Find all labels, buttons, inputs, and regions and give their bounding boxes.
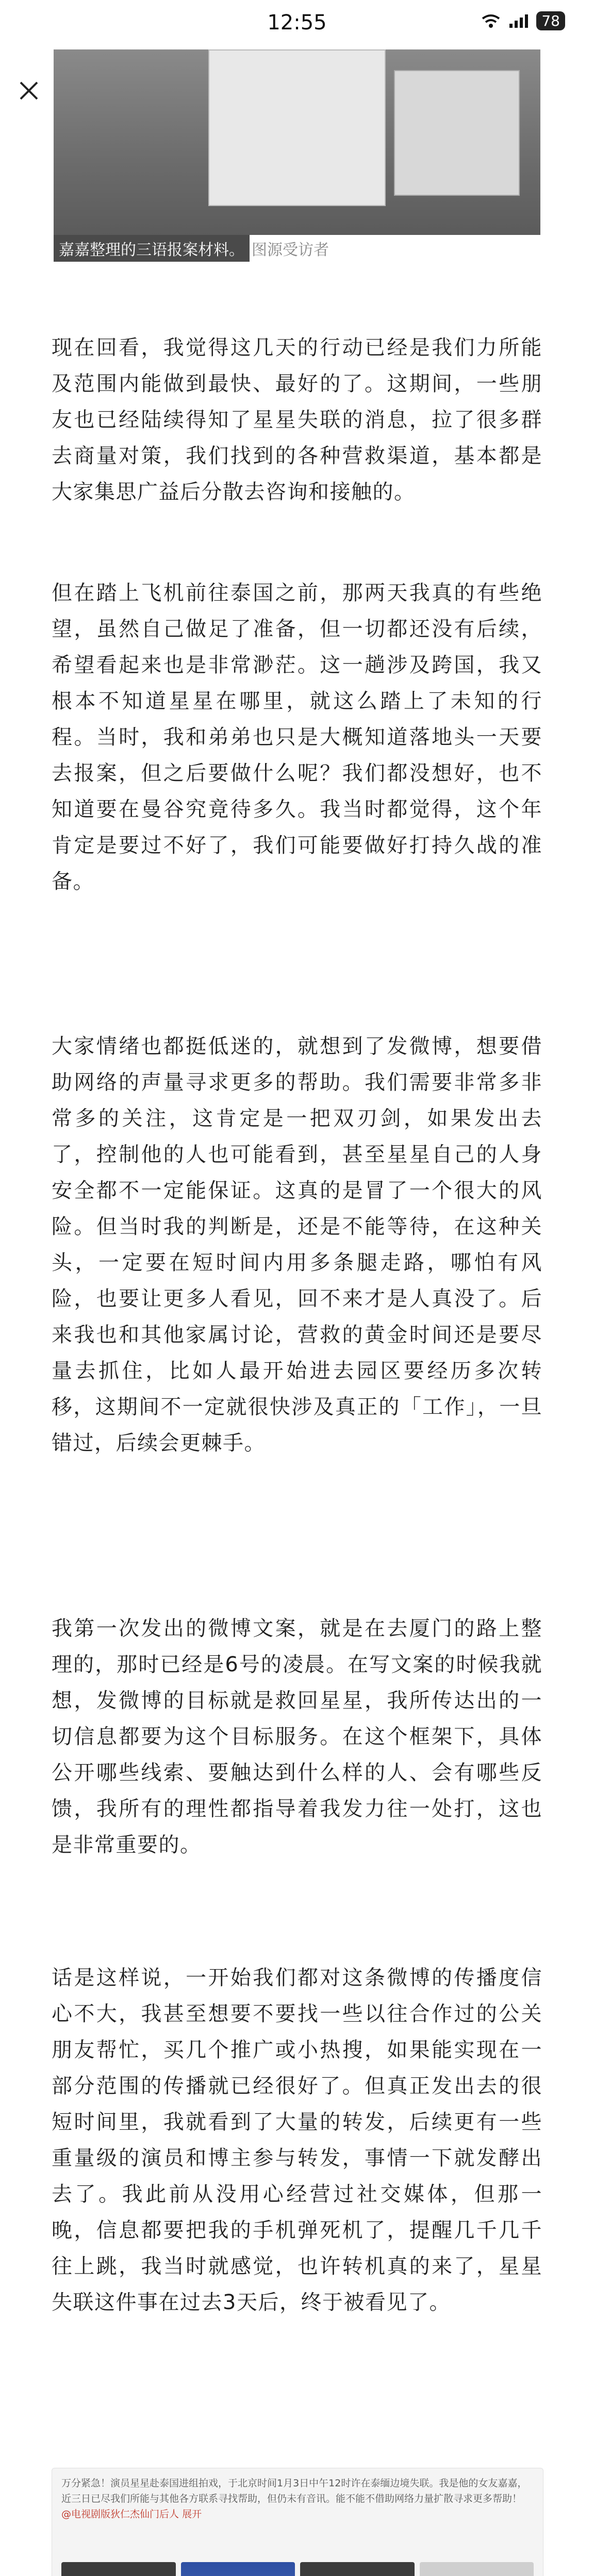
article-paragraph-1: 现在回看，我觉得这几天的行动已经是我们力所能及范围内能做到最快、最好的了。这期间，一些朋友也已经陆续得知了星星失联的消息，拉了很多群去商量对策，我们找到的各种营救渠道，基本都是大家集思广益后分散去咨询和接触的。 [52, 336, 542, 504]
weibo-mention-link[interactable]: @电视剧版狄仁杰仙门后人 [61, 2509, 179, 2520]
signal-icon [508, 13, 529, 29]
weibo-image[interactable] [61, 2562, 176, 2576]
weibo-screenshot [52, 2468, 543, 2576]
status-icons [481, 11, 565, 30]
weibo-post-text: 万分紧急！演员星星赴泰国进组拍戏，于北京时间1月3日中午12时许在泰缅边境失联。我是他的女友嘉嘉，近三日已尽我们所能与其他各方联系寻找帮助，但仍未有音讯。能不能不借助网络力量扩散寻求更多帮助！ @电视剧版狄仁杰仙门后人 展开 [61, 2478, 527, 2520]
weibo-image[interactable] [300, 2562, 415, 2576]
weibo-expand-link[interactable]: 展开 [182, 2509, 202, 2520]
status-time: 12:55 [267, 11, 327, 35]
article-paragraph-3: 大家情绪也都挺低迷的，就想到了发微博，想要借助网络的声量寻求更多的帮助。我们需要非常多非常多的关注，这肯定是一把双刃剑，如果发出去了，控制他的人也可能看到，甚至星星自己的人身安全都不一定能保证。这真的是冒了一个很大的风险。但当时我的判断是，还是不能等待，在这种关头，一定要在短时间内用多条腿走路，哪怕有风险，也要让更多人看见，回不来才是人真没了。后来我也和其他家属讨论，营救的黄金时间还是要尽量去抓住，比如人最开始进去园区要经历多次转移，这期间不一定就很快涉及真正的「工作」，一旦错过，后续会更棘手。 [52, 1035, 542, 1455]
article-paragraph-5: 话是这样说，一开始我们都对这条微博的传播度信心不大，我甚至想要不要找一些以往合作过的公关朋友帮忙，买几个推广或小热搜，如果能实现在一部分范围的传播就已经很好了。但真正发出去的很短时间里，我就看到了大量的转发，后续更有一些重量级的演员和博主参与转发，事情一下就发酵出去了。我此前从没用心经营过社交媒体，但那一晚，信息都要把我的手机弹死机了，提醒几千几千往上跳，我当时就感觉，也许转机真的来了，星星失联这件事在过去3天后，终于被看见了。 [52, 1966, 542, 2314]
weibo-image-grid [61, 2562, 534, 2576]
article-paragraph-4: 我第一次发出的微博文案，就是在去厦门的路上整理的，那时已经是6号的凌晨。在写文案的时候我就想，发微博的目标就是救回星星，我所传达出的一切信息都要为这个目标服务。在这个框架下，具体公开哪些线索、要触达到什么样的人、会有哪些反馈，我所有的理性都指导着我发力往一处打，这也是非常重要的。 [52, 1617, 542, 1857]
close-icon [18, 79, 40, 102]
image-caption [54, 235, 540, 262]
article-image [54, 49, 540, 235]
report-document-image [208, 49, 386, 206]
caption-source: 图源受访者 [252, 241, 329, 259]
status-bar [0, 0, 594, 45]
weibo-image[interactable] [420, 2562, 534, 2576]
report-document-image-2 [394, 70, 520, 196]
weibo-image[interactable] [181, 2562, 295, 2576]
wifi-icon [481, 13, 501, 29]
caption-label: 嘉嘉整理的三语报案材料。 [54, 235, 250, 262]
battery-indicator: 78 [536, 11, 565, 30]
close-button[interactable] [14, 76, 43, 105]
article-paragraph-2: 但在踏上飞机前往泰国之前，那两天我真的有些绝望，虽然自己做足了准备，但一切都还没有后续，希望看起来也是非常渺茫。这一趟涉及跨国，我又根本不知道星星在哪里，就这么踏上了未知的行程。当时，我和弟弟也只是大概知道落地头一天要去报案，但之后要做什么呢？我们都没想好，也不知道要在曼谷究竟待多久。我当时都觉得，这个年肯定是要过不好了，我们可能要做好打持久战的准备。 [52, 581, 542, 893]
